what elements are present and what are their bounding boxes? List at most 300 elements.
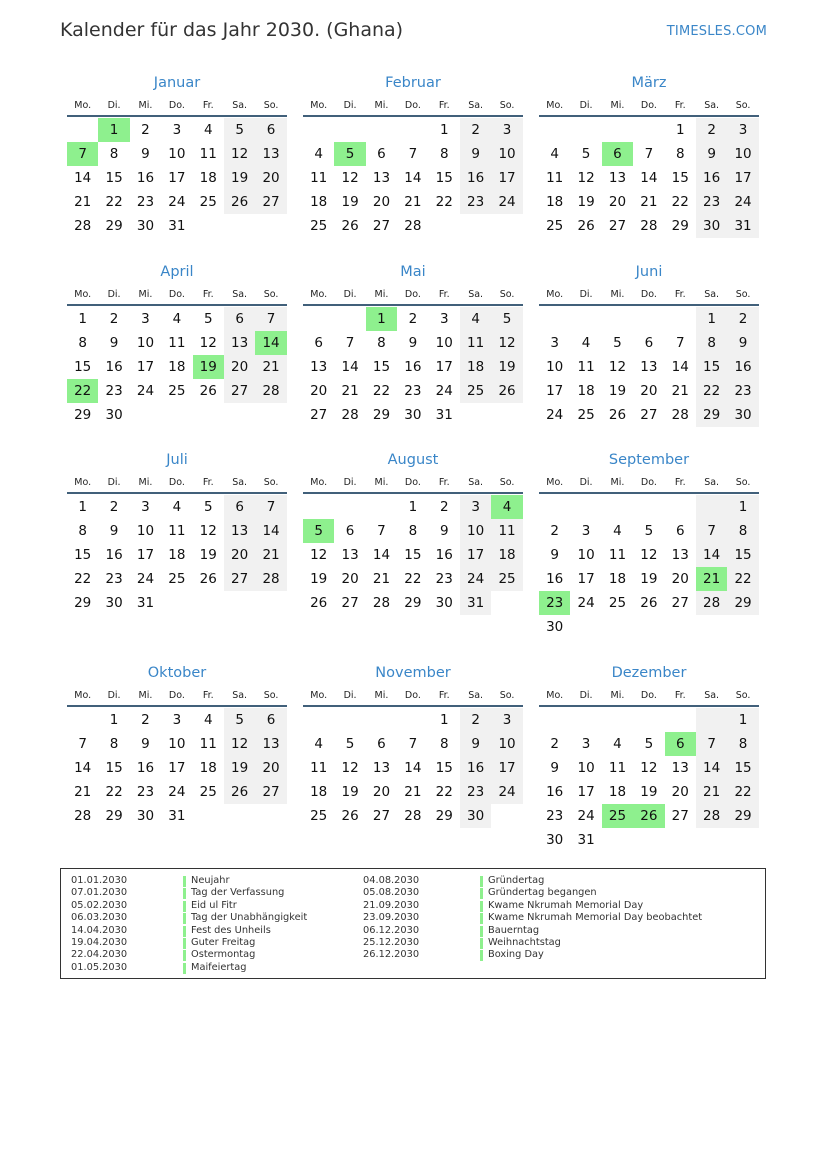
day-cell: 5 <box>613 335 622 351</box>
day-cell: 17 <box>435 359 453 375</box>
day-cell: 1 <box>727 708 758 732</box>
day-cell: 25 <box>199 784 217 800</box>
empty-cell <box>491 403 522 427</box>
holiday-name: Maifeiertag <box>191 961 247 973</box>
day-cell: 27 <box>608 218 627 234</box>
weekday-label: So. <box>499 690 515 701</box>
weekday-label: Sa. <box>468 289 484 300</box>
day-cell: 4 <box>203 712 213 728</box>
day-cell: 8 <box>78 335 87 351</box>
day-cell: 1 <box>109 712 119 728</box>
day-cell: 14 <box>341 359 359 375</box>
day-cell: 31 <box>136 595 155 611</box>
day-cell: 29 <box>727 804 758 828</box>
day-cell: 11 <box>491 519 522 543</box>
month-februar <box>303 73 525 238</box>
empty-cell <box>602 118 633 142</box>
day-cell: 2 <box>109 311 119 327</box>
empty-cell <box>303 307 334 331</box>
weekday-header <box>67 97 287 117</box>
day-cell: 13 <box>255 732 286 756</box>
day-cell: 5 <box>334 142 365 166</box>
empty-cell <box>366 495 397 519</box>
weekday-label: Sa. <box>232 100 248 111</box>
empty-cell <box>334 118 365 142</box>
weekday-label: Mi. <box>374 100 389 111</box>
day-cell: 25 <box>310 808 328 824</box>
weekday-label: So. <box>499 100 515 111</box>
day-cell: 2 <box>439 499 449 515</box>
weekday-label: Mi. <box>610 690 625 701</box>
day-cell: 28 <box>404 218 422 234</box>
day-grid <box>67 118 287 238</box>
day-cell: 2 <box>696 118 727 142</box>
day-cell: 18 <box>310 784 328 800</box>
weekday-label: Do. <box>640 690 657 701</box>
day-cell: 28 <box>341 407 359 423</box>
holiday-date: 06.03.2030 <box>71 912 128 924</box>
day-cell: 13 <box>671 760 689 776</box>
weekday-label: Mo. <box>310 477 328 488</box>
day-cell: 3 <box>439 311 449 327</box>
day-cell: 25 <box>602 804 633 828</box>
month-title: November <box>375 665 451 681</box>
holiday-name: Kwame Nkrumah Memorial Day beobachtet <box>488 912 703 924</box>
day-cell: 30 <box>727 403 758 427</box>
day-cell: 7 <box>255 307 286 331</box>
day-cell: 29 <box>74 595 92 611</box>
day-cell: 3 <box>141 311 150 327</box>
day-cell: 15 <box>727 543 758 567</box>
day-cell: 25 <box>491 567 522 591</box>
day-cell: 4 <box>172 499 182 515</box>
day-cell: 2 <box>727 307 758 331</box>
empty-cell <box>633 118 664 142</box>
day-cell: 28 <box>74 218 92 234</box>
day-cell: 5 <box>303 519 334 543</box>
day-cell: 11 <box>199 146 217 162</box>
day-cell: 23 <box>136 194 155 210</box>
day-cell: 24 <box>168 194 186 210</box>
day-cell: 7 <box>408 736 418 752</box>
empty-cell <box>696 495 727 519</box>
day-cell: 14 <box>372 547 391 563</box>
empty-cell <box>397 118 428 142</box>
day-cell: 28 <box>255 379 286 403</box>
day-cell: 24 <box>491 780 522 804</box>
day-cell: 21 <box>696 780 727 804</box>
day-cell: 18 <box>608 784 627 800</box>
day-cell: 3 <box>727 118 758 142</box>
day-cell: 23 <box>105 571 123 587</box>
weekday-header <box>539 97 759 117</box>
holiday-marker <box>183 963 186 974</box>
day-cell: 23 <box>546 808 564 824</box>
month-dezember <box>539 663 761 852</box>
weekday-label: Sa. <box>704 690 720 701</box>
day-grid <box>303 708 523 828</box>
day-cell: 9 <box>460 732 491 756</box>
month-november <box>303 663 525 828</box>
month-title: Juni <box>635 264 663 280</box>
day-cell: 21 <box>255 543 286 567</box>
weekday-label: Fr. <box>202 289 214 300</box>
empty-cell <box>224 591 255 615</box>
empty-cell <box>193 214 224 238</box>
day-cell: 8 <box>377 335 386 351</box>
day-cell: 25 <box>310 218 328 234</box>
empty-cell <box>366 708 397 732</box>
month-title: Februar <box>385 75 441 91</box>
empty-cell <box>334 307 365 331</box>
weekday-label: Fr. <box>438 100 450 111</box>
day-cell: 3 <box>581 736 591 752</box>
day-cell: 24 <box>577 595 595 611</box>
holiday-entry <box>61 937 761 950</box>
day-cell: 27 <box>255 780 286 804</box>
weekday-label: So. <box>735 100 751 111</box>
day-cell: 12 <box>341 760 359 776</box>
empty-cell <box>491 591 522 615</box>
day-cell: 6 <box>665 732 696 756</box>
day-cell: 30 <box>136 808 155 824</box>
month-title: Januar <box>153 75 201 91</box>
day-cell: 24 <box>168 784 186 800</box>
day-cell: 24 <box>727 190 758 214</box>
weekday-label: Mo. <box>546 690 564 701</box>
page-title: Kalender für das Jahr 2030. (Ghana) <box>60 19 404 41</box>
day-cell: 15 <box>435 760 453 776</box>
day-cell: 2 <box>550 523 559 539</box>
day-cell: 13 <box>310 359 328 375</box>
day-cell: 31 <box>435 407 453 423</box>
day-cell: 9 <box>408 335 418 351</box>
holiday-marker <box>480 938 483 949</box>
day-cell: 15 <box>696 355 727 379</box>
day-cell: 7 <box>78 736 87 752</box>
day-cell: 19 <box>341 194 359 210</box>
holiday-date: 05.08.2030 <box>363 887 420 899</box>
day-cell: 29 <box>671 218 689 234</box>
empty-cell <box>224 214 255 238</box>
month-juli <box>67 450 289 615</box>
empty-cell <box>255 591 286 615</box>
day-cell: 10 <box>168 146 186 162</box>
day-cell: 17 <box>577 784 595 800</box>
day-cell: 28 <box>372 595 391 611</box>
day-cell: 19 <box>577 194 595 210</box>
day-cell: 24 <box>577 808 595 824</box>
day-cell: 9 <box>696 142 727 166</box>
day-cell: 18 <box>608 571 627 587</box>
day-cell: 26 <box>310 595 328 611</box>
day-cell: 14 <box>696 756 727 780</box>
day-cell: 23 <box>460 780 491 804</box>
day-cell: 22 <box>105 194 123 210</box>
day-cell: 29 <box>727 591 758 615</box>
day-cell: 9 <box>550 760 559 776</box>
day-cell: 22 <box>727 780 758 804</box>
day-cell: 6 <box>224 307 255 331</box>
month-title: Dezember <box>611 665 687 681</box>
day-cell: 30 <box>546 832 564 848</box>
day-cell: 13 <box>640 359 658 375</box>
day-cell: 10 <box>491 142 522 166</box>
day-cell: 8 <box>109 146 119 162</box>
day-cell: 25 <box>168 571 186 587</box>
day-cell: 10 <box>460 519 491 543</box>
day-cell: 10 <box>136 335 155 351</box>
day-cell: 26 <box>341 218 359 234</box>
day-cell: 29 <box>74 407 92 423</box>
day-cell: 16 <box>136 760 155 776</box>
month-title: Juli <box>166 452 188 468</box>
empty-cell <box>602 307 633 331</box>
day-cell: 19 <box>224 166 255 190</box>
day-cell: 6 <box>224 495 255 519</box>
day-cell: 26 <box>577 218 595 234</box>
empty-cell <box>633 495 664 519</box>
day-grid <box>539 708 759 852</box>
empty-cell <box>665 307 696 331</box>
day-cell: 1 <box>727 495 758 519</box>
empty-cell <box>539 708 570 732</box>
day-cell: 11 <box>460 331 491 355</box>
day-cell: 27 <box>671 595 689 611</box>
day-cell: 6 <box>255 708 286 732</box>
weekday-label: Di. <box>579 477 593 488</box>
day-cell: 9 <box>439 523 449 539</box>
day-cell: 20 <box>372 784 391 800</box>
day-cell: 25 <box>608 595 627 611</box>
day-cell: 11 <box>199 736 217 752</box>
day-cell: 11 <box>608 760 627 776</box>
day-cell: 22 <box>404 571 422 587</box>
day-cell: 23 <box>539 591 570 615</box>
holiday-date: 23.09.2030 <box>363 912 420 924</box>
empty-cell <box>665 615 696 639</box>
day-cell: 30 <box>404 407 422 423</box>
empty-cell <box>193 591 224 615</box>
day-cell: 6 <box>345 523 355 539</box>
day-cell: 12 <box>608 359 627 375</box>
weekday-label: Mi. <box>610 477 625 488</box>
day-cell: 17 <box>546 383 564 399</box>
holiday-marker <box>480 950 483 961</box>
holiday-marker <box>480 888 483 899</box>
weekday-header <box>67 474 287 494</box>
day-cell: 31 <box>577 832 595 848</box>
day-cell: 26 <box>199 383 217 399</box>
month-oktober <box>67 663 289 828</box>
empty-cell <box>696 615 727 639</box>
day-cell: 14 <box>74 170 92 186</box>
empty-cell <box>539 307 570 331</box>
holiday-name: Kwame Nkrumah Memorial Day <box>488 899 644 911</box>
day-cell: 22 <box>671 194 689 210</box>
day-cell: 12 <box>491 331 522 355</box>
empty-cell <box>334 495 365 519</box>
day-cell: 4 <box>203 122 213 138</box>
empty-cell <box>665 828 696 852</box>
day-cell: 29 <box>105 218 123 234</box>
holiday-name: Gründertag <box>488 875 545 886</box>
day-cell: 20 <box>640 383 658 399</box>
day-cell: 22 <box>105 784 123 800</box>
holiday-date: 04.08.2030 <box>363 875 420 886</box>
empty-cell <box>193 403 224 427</box>
weekday-label: Di. <box>343 477 357 488</box>
day-cell: 8 <box>439 146 449 162</box>
empty-cell <box>460 214 491 238</box>
weekday-label: Do. <box>404 100 421 111</box>
day-cell: 9 <box>141 736 150 752</box>
holiday-legend <box>60 868 766 979</box>
day-grid <box>303 118 523 238</box>
day-cell: 11 <box>168 523 186 539</box>
day-cell: 25 <box>168 383 186 399</box>
holiday-name: Neujahr <box>191 875 230 886</box>
weekday-label: Fr. <box>202 690 214 701</box>
day-cell: 18 <box>460 355 491 379</box>
day-cell: 28 <box>671 407 689 423</box>
empty-cell <box>161 591 192 615</box>
day-cell: 19 <box>341 784 359 800</box>
empty-cell <box>429 214 460 238</box>
day-cell: 17 <box>136 547 155 563</box>
day-cell: 30 <box>105 595 123 611</box>
empty-cell <box>602 708 633 732</box>
empty-cell <box>539 118 570 142</box>
weekday-label: Fr. <box>202 477 214 488</box>
day-cell: 1 <box>408 499 418 515</box>
weekday-label: Mo. <box>74 690 92 701</box>
day-cell: 14 <box>404 760 422 776</box>
month-title: März <box>631 75 667 91</box>
day-cell: 19 <box>491 355 522 379</box>
holiday-name: Ostermontag <box>191 949 256 961</box>
day-cell: 25 <box>460 379 491 403</box>
weekday-label: Mo. <box>74 477 92 488</box>
day-cell: 23 <box>435 571 453 587</box>
holiday-entry <box>61 887 761 900</box>
empty-cell <box>570 118 601 142</box>
weekday-label: So. <box>499 477 515 488</box>
day-cell: 14 <box>74 760 92 776</box>
month-title: Mai <box>400 264 426 280</box>
weekday-label: Mo. <box>310 289 328 300</box>
day-cell: 1 <box>675 122 685 138</box>
weekday-header <box>303 687 523 707</box>
empty-cell <box>633 615 664 639</box>
weekday-label: Mo. <box>310 100 328 111</box>
day-cell: 7 <box>377 523 386 539</box>
day-cell: 23 <box>727 379 758 403</box>
day-cell: 16 <box>727 355 758 379</box>
holiday-entry <box>61 949 761 962</box>
day-cell: 8 <box>675 146 685 162</box>
day-cell: 3 <box>172 712 182 728</box>
day-cell: 16 <box>696 166 727 190</box>
weekday-label: So. <box>263 477 279 488</box>
day-cell: 26 <box>341 808 359 824</box>
day-cell: 27 <box>224 567 255 591</box>
day-cell: 22 <box>727 567 758 591</box>
day-cell: 26 <box>224 780 255 804</box>
day-cell: 27 <box>372 808 391 824</box>
day-cell: 19 <box>199 547 217 563</box>
holiday-name: Fest des Unheils <box>191 924 271 936</box>
day-cell: 3 <box>141 499 150 515</box>
day-cell: 6 <box>377 146 386 162</box>
day-cell: 8 <box>109 736 119 752</box>
day-cell: 13 <box>341 547 359 563</box>
day-cell: 20 <box>224 543 255 567</box>
weekday-label: Di. <box>107 477 121 488</box>
holiday-entry <box>61 962 761 975</box>
day-cell: 15 <box>74 359 92 375</box>
day-cell: 1 <box>78 499 87 515</box>
day-cell: 28 <box>696 804 727 828</box>
empty-cell <box>67 708 98 732</box>
empty-cell <box>665 708 696 732</box>
weekday-label: Di. <box>107 289 121 300</box>
day-cell: 5 <box>644 523 654 539</box>
weekday-label: Fr. <box>674 477 686 488</box>
day-cell: 14 <box>255 331 286 355</box>
day-cell: 17 <box>168 170 186 186</box>
day-cell: 26 <box>199 571 217 587</box>
holiday-entry <box>61 875 761 888</box>
day-cell: 26 <box>491 379 522 403</box>
day-cell: 15 <box>727 756 758 780</box>
day-cell: 15 <box>372 359 391 375</box>
holiday-date: 01.01.2030 <box>71 875 128 886</box>
weekday-label: Sa. <box>704 100 720 111</box>
empty-cell <box>602 615 633 639</box>
day-grid <box>539 307 759 427</box>
day-cell: 15 <box>404 547 422 563</box>
day-cell: 25 <box>199 194 217 210</box>
day-cell: 13 <box>608 170 627 186</box>
weekday-label: Di. <box>107 690 121 701</box>
day-cell: 11 <box>608 547 627 563</box>
weekday-label: Fr. <box>674 100 686 111</box>
day-cell: 12 <box>341 170 359 186</box>
day-cell: 18 <box>310 194 328 210</box>
brand-link[interactable]: TIMESLES.COM <box>666 24 767 39</box>
weekday-label: Fr. <box>674 289 686 300</box>
day-cell: 27 <box>671 808 689 824</box>
day-cell: 28 <box>74 808 92 824</box>
day-cell: 6 <box>675 523 685 539</box>
weekday-label: Mi. <box>610 289 625 300</box>
day-cell: 16 <box>460 756 491 780</box>
day-cell: 17 <box>168 760 186 776</box>
day-cell: 11 <box>310 760 328 776</box>
weekday-label: Mi. <box>374 289 389 300</box>
weekday-header <box>539 687 759 707</box>
empty-cell <box>397 708 428 732</box>
day-cell: 18 <box>168 547 186 563</box>
day-cell: 2 <box>141 712 150 728</box>
day-cell: 11 <box>310 170 328 186</box>
holiday-marker <box>480 901 483 912</box>
day-cell: 20 <box>255 166 286 190</box>
holiday-marker <box>480 913 483 924</box>
day-cell: 5 <box>345 736 355 752</box>
day-cell: 16 <box>546 571 564 587</box>
